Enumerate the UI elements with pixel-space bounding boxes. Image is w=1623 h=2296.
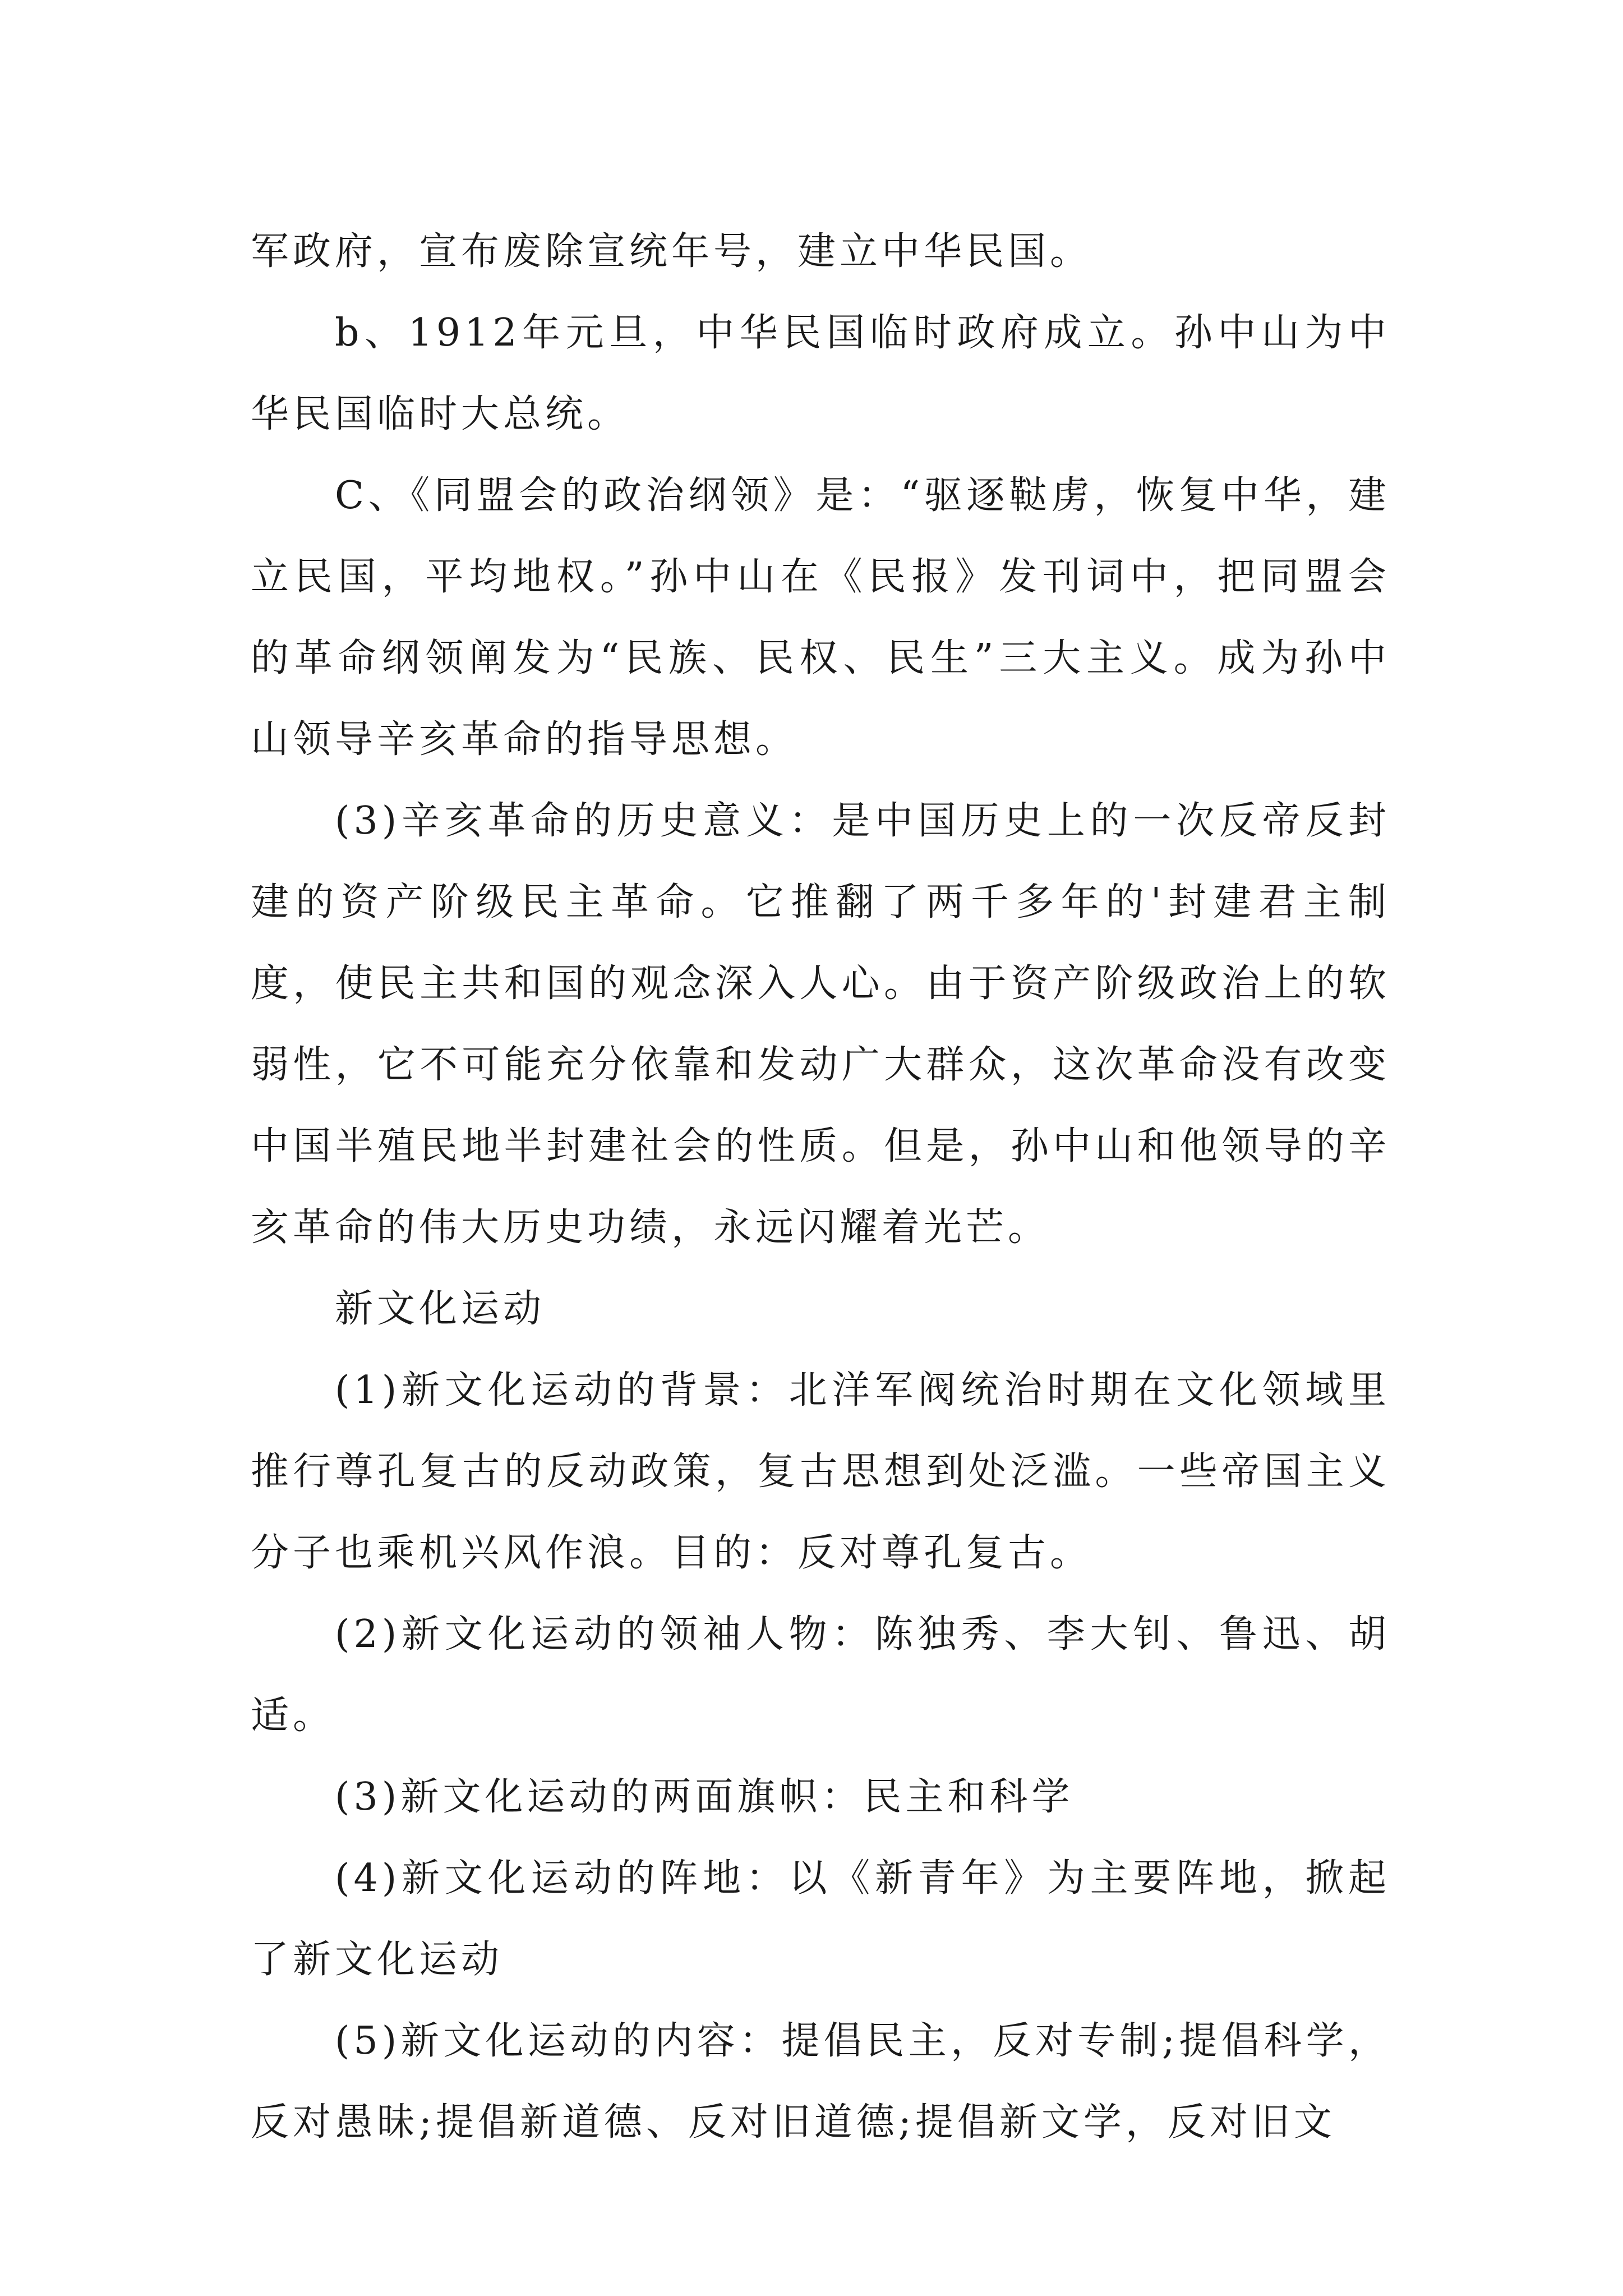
paragraph-content: (5)新文化运动的内容：提倡民主，反对专制;提倡科学，反对愚昧;提倡新道德、反对旧道德;提倡新文学，反对旧文 [251, 2019, 1390, 2145]
paragraph-b: b、1912年元旦，中华民国临时政府成立。孙中山为中华民国临时大总统。 [251, 311, 1390, 436]
paragraph-leaders: (2)新文化运动的领袖人物：陈独秀、李大钊、鲁迅、胡适。 [251, 1612, 1390, 1738]
paragraph-background: (1)新文化运动的背景：北洋军阀统治时期在文化领域里推行尊孔复古的反动政策，复古思想到处泛滥。一些帝国主义分子也乘机兴风作浪。目的：反对尊孔复古。 [251, 1368, 1390, 1575]
document-body [251, 211, 1390, 2163]
paragraph-historical-significance: (3)辛亥革命的历史意义：是中国历史上的一次反帝反封建的资产阶级民主革命。它推翻了两千多年的'封建君主制度，使民主共和国的观念深入人心。由于资产阶级政治上的软弱性，它不可能充分依靠和发动广大群众，这次革命没有改变中国半殖民地半封建社会的性质。但是，孙中山和他领导的辛亥革命的伟大历史功绩，永远闪耀着光芒。 [251, 799, 1390, 1250]
section-heading-new-culture-movement: 新文化运动 [335, 1287, 546, 1331]
paragraph-c: C、《同盟会的政治纲领》是：“驱逐鞑虏，恢复中华，建立民国，平均地权。”孙中山在《民报》发刊词中，把同盟会的革命纲领阐发为“民族、民权、民生”三大主义。成为孙中山领导辛亥革命的指导思想。 [251, 473, 1390, 762]
paragraph-banners: (3)新文化运动的两面旗帜：民主和科学 [335, 1775, 1074, 1819]
paragraph-continuation: 军政府，宣布废除宣统年号，建立中华民国。 [251, 229, 1092, 274]
paragraph-position: (4)新文化运动的阵地：以《新青年》为主要阵地，掀起了新文化运动 [251, 1856, 1390, 1982]
